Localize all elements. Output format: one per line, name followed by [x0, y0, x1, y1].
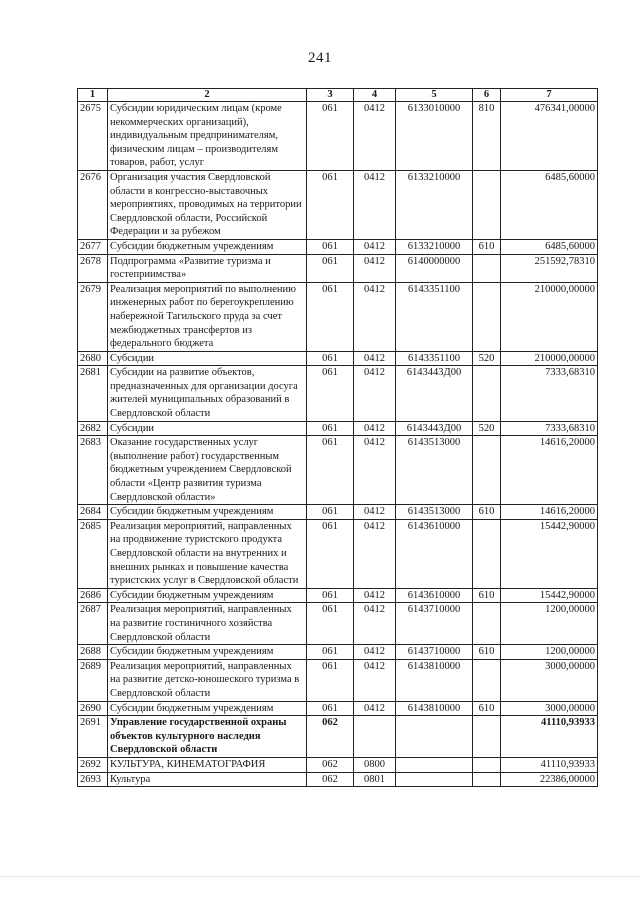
target-article-code	[396, 772, 473, 787]
table-row	[78, 102, 598, 171]
item-name: Реализация мероприятий, направленных на развитие детско-юношеского туризма в Свердловской области	[108, 659, 307, 701]
item-name: КУЛЬТУРА, КИНЕМАТОГРАФИЯ	[108, 757, 307, 772]
ministry-code: 062	[307, 772, 354, 787]
item-name: Оказание государственных услуг (выполнение работ) государственным бюджетным учреждением Свердловской области «Центр развития туризма Свердловской области»	[108, 436, 307, 505]
ministry-code: 061	[307, 282, 354, 351]
section-code: 0801	[354, 772, 396, 787]
item-name: Подпрограмма «Развитие туризма и гостеприимства»	[108, 254, 307, 282]
ministry-code: 061	[307, 588, 354, 603]
amount: 3000,00000	[501, 659, 598, 701]
expense-type-code	[473, 603, 501, 645]
target-article-code: 6143443Д00	[396, 421, 473, 436]
item-name: Реализация мероприятий, направленных на продвижение туристского продукта Свердловской области на внутренних и внешних рынках и повышение качества туристских услуг в Свердловской области	[108, 519, 307, 588]
amount: 41110,93933	[501, 757, 598, 772]
expense-type-code: 610	[473, 645, 501, 660]
ministry-code: 061	[307, 366, 354, 421]
ministry-code: 061	[307, 254, 354, 282]
section-code: 0412	[354, 366, 396, 421]
expense-type-code: 610	[473, 505, 501, 520]
target-article-code: 6143351100	[396, 351, 473, 366]
target-article-code: 6133010000	[396, 102, 473, 171]
ministry-code: 061	[307, 239, 354, 254]
item-name: Управление государственной охраны объектов культурного наследия Свердловской области	[108, 716, 307, 758]
page-number: 241	[308, 50, 332, 66]
amount: 210000,00000	[501, 351, 598, 366]
expense-type-code: 610	[473, 588, 501, 603]
section-code: 0800	[354, 757, 396, 772]
target-article-code: 6133210000	[396, 239, 473, 254]
section-code	[354, 716, 396, 758]
expense-type-code: 520	[473, 351, 501, 366]
item-name: Реализация мероприятий по выполнению инженерных работ по берегоукреплению набережной Тагильского пруда за счет межбюджетных трансфертов из федерального бюджета	[108, 282, 307, 351]
table-row	[78, 421, 598, 436]
table-row	[78, 701, 598, 716]
row-number: 2687	[78, 603, 108, 645]
ministry-code: 061	[307, 603, 354, 645]
table-row	[78, 436, 598, 505]
target-article-code: 6143710000	[396, 645, 473, 660]
expense-type-code	[473, 659, 501, 701]
amount: 15442,90000	[501, 588, 598, 603]
item-name: Субсидии	[108, 421, 307, 436]
table-row	[78, 282, 598, 351]
expense-type-code	[473, 772, 501, 787]
section-code: 0412	[354, 505, 396, 520]
row-number: 2689	[78, 659, 108, 701]
ministry-code: 061	[307, 102, 354, 171]
table-row	[78, 519, 598, 588]
amount: 41110,93933	[501, 716, 598, 758]
target-article-code: 6143513000	[396, 505, 473, 520]
header-col-6: 6	[473, 89, 501, 102]
expense-type-code	[473, 716, 501, 758]
row-number: 2692	[78, 757, 108, 772]
target-article-code	[396, 757, 473, 772]
section-code: 0412	[354, 603, 396, 645]
target-article-code: 6143610000	[396, 588, 473, 603]
target-article-code: 6140000000	[396, 254, 473, 282]
expense-type-code	[473, 366, 501, 421]
row-number: 2693	[78, 772, 108, 787]
section-code: 0412	[354, 588, 396, 603]
target-article-code: 6143810000	[396, 659, 473, 701]
ministry-code: 062	[307, 716, 354, 758]
amount: 6485,60000	[501, 239, 598, 254]
table-row	[78, 659, 598, 701]
section-code: 0412	[354, 170, 396, 239]
row-number: 2678	[78, 254, 108, 282]
item-name: Субсидии бюджетным учреждениям	[108, 239, 307, 254]
row-number: 2677	[78, 239, 108, 254]
table-row	[78, 254, 598, 282]
item-name: Субсидии на развитие объектов, предназначенных для организации досуга жителей муниципальных образований в Свердловской области	[108, 366, 307, 421]
section-code: 0412	[354, 282, 396, 351]
section-code: 0412	[354, 659, 396, 701]
section-code: 0412	[354, 254, 396, 282]
item-name: Субсидии бюджетным учреждениям	[108, 505, 307, 520]
target-article-code: 6143810000	[396, 701, 473, 716]
target-article-code: 6143351100	[396, 282, 473, 351]
ministry-code: 061	[307, 645, 354, 660]
table-row	[78, 505, 598, 520]
amount: 1200,00000	[501, 645, 598, 660]
row-number: 2682	[78, 421, 108, 436]
section-code: 0412	[354, 701, 396, 716]
header-col-1: 1	[78, 89, 108, 102]
ministry-code: 061	[307, 351, 354, 366]
table-row	[78, 757, 598, 772]
target-article-code: 6143513000	[396, 436, 473, 505]
row-number: 2690	[78, 701, 108, 716]
table-body	[78, 102, 598, 787]
amount: 7333,68310	[501, 421, 598, 436]
row-number: 2675	[78, 102, 108, 171]
expense-type-code	[473, 436, 501, 505]
table-row	[78, 170, 598, 239]
header-col-5: 5	[396, 89, 473, 102]
item-name: Организация участия Свердловской области в конгрессно-выставочных мероприятиях, проводимых на территории Свердловской области, Российской Федерации и за рубежом	[108, 170, 307, 239]
ministry-code: 061	[307, 436, 354, 505]
ministry-code: 061	[307, 421, 354, 436]
expense-type-code: 610	[473, 701, 501, 716]
target-article-code: 6143710000	[396, 603, 473, 645]
table-row	[78, 772, 598, 787]
table-row	[78, 366, 598, 421]
target-article-code: 6143610000	[396, 519, 473, 588]
row-number: 2680	[78, 351, 108, 366]
header-col-7: 7	[501, 89, 598, 102]
expense-type-code	[473, 254, 501, 282]
table-row	[78, 645, 598, 660]
row-number: 2676	[78, 170, 108, 239]
ministry-code: 061	[307, 659, 354, 701]
table-row	[78, 239, 598, 254]
expense-type-code	[473, 519, 501, 588]
row-number: 2681	[78, 366, 108, 421]
item-name: Субсидии юридическим лицам (кроме некоммерческих организаций), индивидуальным предпринимателям, физическим лицам – производителям товаров, работ, услуг	[108, 102, 307, 171]
row-number: 2686	[78, 588, 108, 603]
item-name: Культура	[108, 772, 307, 787]
amount: 1200,00000	[501, 603, 598, 645]
section-code: 0412	[354, 436, 396, 505]
item-name: Субсидии	[108, 351, 307, 366]
ministry-code: 061	[307, 505, 354, 520]
section-code: 0412	[354, 519, 396, 588]
expense-type-code: 810	[473, 102, 501, 171]
ministry-code: 061	[307, 170, 354, 239]
amount: 3000,00000	[501, 701, 598, 716]
expense-type-code	[473, 282, 501, 351]
table-row	[78, 716, 598, 758]
section-code: 0412	[354, 102, 396, 171]
header-col-2: 2	[108, 89, 307, 102]
amount: 14616,20000	[501, 436, 598, 505]
item-name: Субсидии бюджетным учреждениям	[108, 645, 307, 660]
table-row	[78, 603, 598, 645]
row-number: 2688	[78, 645, 108, 660]
target-article-code	[396, 716, 473, 758]
table-row	[78, 588, 598, 603]
expense-type-code: 520	[473, 421, 501, 436]
row-number: 2684	[78, 505, 108, 520]
row-number: 2679	[78, 282, 108, 351]
section-code: 0412	[354, 421, 396, 436]
amount: 22386,00000	[501, 772, 598, 787]
amount: 6485,60000	[501, 170, 598, 239]
section-code: 0412	[354, 351, 396, 366]
amount: 251592,78310	[501, 254, 598, 282]
header-col-3: 3	[307, 89, 354, 102]
ministry-code: 062	[307, 757, 354, 772]
scan-edge	[0, 876, 640, 877]
section-code: 0412	[354, 645, 396, 660]
target-article-code: 6143443Д00	[396, 366, 473, 421]
expense-type-code	[473, 170, 501, 239]
budget-table	[77, 88, 598, 787]
header-row	[78, 89, 598, 102]
header-col-4: 4	[354, 89, 396, 102]
item-name: Реализация мероприятий, направленных на развитие гостиничного хозяйства Свердловской области	[108, 603, 307, 645]
ministry-code: 061	[307, 701, 354, 716]
amount: 14616,20000	[501, 505, 598, 520]
item-name: Субсидии бюджетным учреждениям	[108, 588, 307, 603]
expense-type-code	[473, 757, 501, 772]
amount: 210000,00000	[501, 282, 598, 351]
row-number: 2685	[78, 519, 108, 588]
amount: 476341,00000	[501, 102, 598, 171]
ministry-code: 061	[307, 519, 354, 588]
row-number: 2691	[78, 716, 108, 758]
item-name: Субсидии бюджетным учреждениям	[108, 701, 307, 716]
expense-type-code: 610	[473, 239, 501, 254]
amount: 15442,90000	[501, 519, 598, 588]
section-code: 0412	[354, 239, 396, 254]
table-row	[78, 351, 598, 366]
amount: 7333,68310	[501, 366, 598, 421]
row-number: 2683	[78, 436, 108, 505]
target-article-code: 6133210000	[396, 170, 473, 239]
